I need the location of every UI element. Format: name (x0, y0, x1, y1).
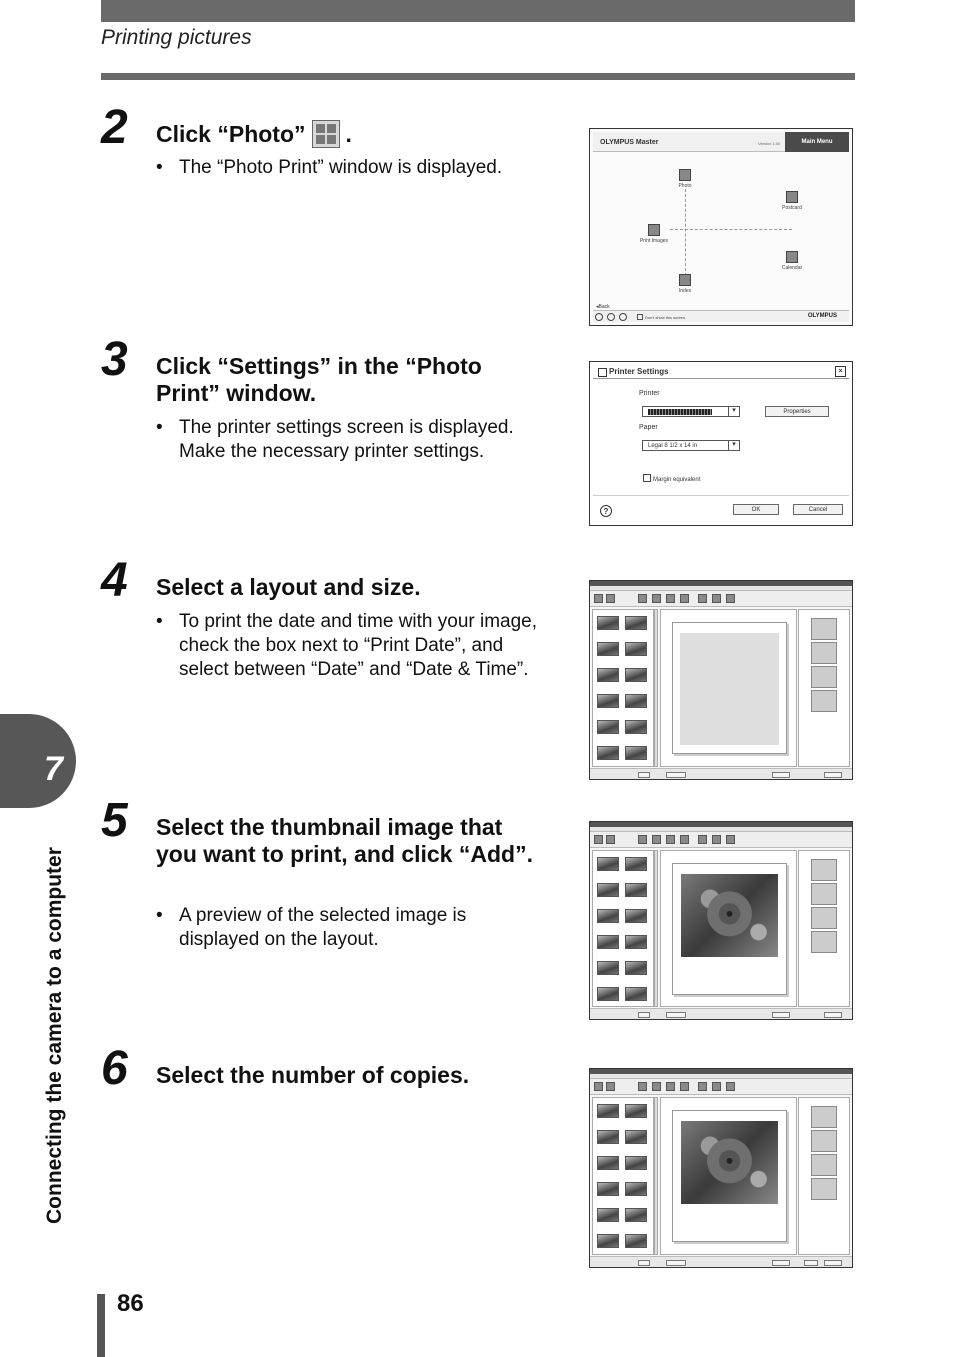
index-icon (679, 274, 691, 286)
menu-icon[interactable] (594, 594, 603, 603)
screenshot-printer-settings (589, 361, 853, 526)
step-5-bullet: • A preview of the selected image is displayed on the layout. (156, 904, 546, 952)
thumbnail[interactable] (597, 987, 619, 1001)
layout-option[interactable] (811, 642, 837, 664)
print-menu-icon[interactable] (712, 835, 721, 844)
thumbnail[interactable] (597, 642, 619, 656)
layout-option[interactable] (811, 931, 837, 953)
remove-button[interactable] (772, 1012, 790, 1018)
header-rule (101, 73, 855, 80)
thumbnail[interactable] (597, 1104, 619, 1118)
menu-icon[interactable] (594, 835, 603, 844)
zoom-control[interactable] (666, 1260, 686, 1266)
menu-item-postcard-label: Postcard (782, 205, 802, 211)
thumbnail[interactable] (625, 987, 647, 1001)
thumbnail[interactable] (625, 857, 647, 871)
thumbnail[interactable] (597, 1182, 619, 1196)
printer-name-redacted (648, 409, 712, 415)
chapter-tab (0, 714, 76, 808)
print-button[interactable] (824, 772, 842, 778)
layout-preview (660, 1097, 797, 1255)
calendar-icon (786, 251, 798, 263)
flower-photo-preview (681, 1121, 778, 1204)
layout-option[interactable] (811, 1154, 837, 1176)
step-title-2-text: Click “Photo” (156, 121, 306, 147)
step-3-bullet: • The printer settings screen is displayed. Make the necessary printer settings. (156, 416, 546, 464)
settings-icon[interactable] (698, 1082, 707, 1091)
thumbnail[interactable] (625, 720, 647, 734)
step-title-3: Click “Settings” in the “Photo Print” window. (156, 353, 482, 406)
help-icon[interactable] (726, 594, 735, 603)
remove-button[interactable] (772, 772, 790, 778)
thumbnail[interactable] (625, 668, 647, 682)
thumbnail-pane (592, 850, 654, 1007)
status-bar (590, 768, 852, 779)
thumbnail[interactable] (625, 1130, 647, 1144)
flower-photo-preview (681, 874, 778, 957)
layout-option[interactable] (811, 618, 837, 640)
thumbnail-pane (592, 609, 654, 767)
menu-item-postcard[interactable] (775, 191, 809, 211)
step-4-bullet: • To print the date and time with your image, check the box next to “Print Date”, and select between “Date” and “Date & Time”. (156, 610, 546, 682)
screenshot-main-menu (589, 128, 853, 326)
toolbar (590, 1079, 852, 1095)
step-2-bullet: • The “Photo Print” window is displayed. (156, 156, 546, 180)
thumbnail[interactable] (625, 1104, 647, 1118)
thumbnail-pane (592, 1097, 654, 1255)
menu-connector-vertical (685, 189, 686, 281)
menu-item-calendar[interactable] (775, 251, 809, 271)
layout-options-pane (798, 1097, 850, 1255)
thumbnail[interactable] (597, 668, 619, 682)
thumbnail-scrollbar[interactable] (654, 1097, 658, 1255)
paper-label: Paper (639, 424, 658, 431)
screenshot-photo-print-copies (589, 1068, 853, 1268)
print-sheet (672, 1110, 787, 1242)
cancel-button[interactable]: Cancel (793, 504, 843, 515)
layout-preview (660, 850, 797, 1007)
paper-select[interactable]: Legal 8 1/2 x 14 in ▾ (642, 440, 740, 451)
menu-item-print-images[interactable] (630, 224, 678, 244)
layout-option[interactable] (811, 1130, 837, 1152)
thumbnail[interactable] (625, 694, 647, 708)
thumbnail-scrollbar[interactable] (654, 850, 658, 1007)
toolbar (590, 832, 852, 848)
crop-icon[interactable] (666, 594, 675, 603)
thumbnail[interactable] (597, 1208, 619, 1222)
thumbnail[interactable] (597, 909, 619, 923)
back-link-label: Back (598, 304, 610, 310)
grid-icon[interactable] (606, 1082, 615, 1091)
settings-icon[interactable] (698, 835, 707, 844)
settings-icon[interactable] (607, 313, 615, 321)
step-number-3: 3 (101, 333, 128, 386)
thumbnail[interactable] (625, 935, 647, 949)
margin-checkbox[interactable]: Margin equivalent (643, 474, 700, 483)
edit-icon[interactable] (652, 594, 661, 603)
help-icon[interactable] (726, 835, 735, 844)
print-icon[interactable] (680, 1082, 689, 1091)
layout-option[interactable] (811, 690, 837, 712)
main-menu-tab[interactable]: Main Menu (785, 132, 849, 152)
thumbnail[interactable] (597, 883, 619, 897)
rotate-icon[interactable] (638, 594, 647, 603)
header-top-bar (101, 0, 855, 22)
print-sheet (672, 863, 787, 995)
print-icon[interactable] (680, 594, 689, 603)
step-title-2-period: . (345, 121, 352, 147)
chapter-title: Connecting the camera to a computer (43, 847, 66, 1224)
main-menu-bottom-bar (593, 310, 849, 322)
thumbnail[interactable] (597, 1130, 619, 1144)
page-number: 86 (117, 1290, 144, 1317)
thumbnail[interactable] (597, 616, 619, 630)
add-button[interactable] (638, 1260, 650, 1266)
screenshot-photo-print-layout (589, 580, 853, 780)
status-bar (590, 1008, 852, 1019)
postcard-icon (786, 191, 798, 203)
footer-bar (97, 1294, 105, 1357)
step-number-4: 4 (101, 554, 128, 607)
layout-option[interactable] (811, 907, 837, 929)
menu-item-index-label: Index (678, 288, 692, 294)
crop-icon[interactable] (666, 835, 675, 844)
thumbnail[interactable] (597, 694, 619, 708)
add-button[interactable] (638, 772, 650, 778)
layout-preview (660, 609, 797, 767)
thumbnail[interactable] (597, 720, 619, 734)
step-number-6: 6 (101, 1042, 128, 1095)
edit-icon[interactable] (652, 835, 661, 844)
thumbnail[interactable] (597, 746, 619, 760)
edit-icon[interactable] (652, 1082, 661, 1091)
thumbnail[interactable] (625, 642, 647, 656)
step-title-2 (156, 120, 546, 148)
menu-item-print-images-label: Print Images (639, 238, 669, 244)
printer-select[interactable] (642, 406, 740, 417)
help-icon[interactable] (726, 1082, 735, 1091)
thumbnail[interactable] (597, 857, 619, 871)
menu-item-photo[interactable] (668, 169, 702, 189)
printer-settings-title (593, 365, 849, 379)
layout-option[interactable] (811, 859, 837, 881)
layout-option[interactable] (811, 666, 837, 688)
thumbnail[interactable] (625, 1208, 647, 1222)
rotate-icon[interactable] (638, 1082, 647, 1091)
screenshot-photo-print-preview (589, 821, 853, 1020)
thumbnail[interactable] (597, 1234, 619, 1248)
thumbnail[interactable] (597, 1156, 619, 1170)
grid-icon[interactable] (606, 835, 615, 844)
ok-button[interactable]: OK (733, 504, 779, 515)
photo-grid-icon (312, 120, 340, 148)
step-number-5: 5 (101, 794, 128, 847)
thumbnail[interactable] (625, 1182, 647, 1196)
thumbnail[interactable] (597, 961, 619, 975)
main-menu-title-bar (593, 132, 849, 152)
dialog-separator (593, 495, 849, 496)
thumbnail[interactable] (597, 935, 619, 949)
settings-icon[interactable] (698, 594, 707, 603)
copies-stepper[interactable] (804, 1260, 818, 1266)
print-button[interactable] (824, 1012, 842, 1018)
print-icon[interactable] (680, 835, 689, 844)
thumbnail[interactable] (625, 616, 647, 630)
empty-layout-slot (680, 633, 779, 745)
print-button[interactable] (824, 1260, 842, 1266)
thumbnail[interactable] (625, 961, 647, 975)
add-button[interactable] (638, 1012, 650, 1018)
back-link[interactable]: ◂Back (596, 304, 610, 310)
step-title-5: Select the thumbnail image that you want to print, and click “Add”. (156, 814, 533, 867)
menu-item-calendar-label: Calendar (781, 265, 803, 271)
menu-item-photo-label: Photo (678, 183, 692, 189)
app-version: Version 1.00 (758, 141, 781, 146)
grid-icon[interactable] (606, 594, 615, 603)
zoom-control[interactable] (666, 1012, 686, 1018)
layout-option[interactable] (811, 1106, 837, 1128)
dont-show-checkbox[interactable]: Don't show this screen. (637, 314, 686, 320)
step-title-6: Select the number of copies. (156, 1062, 470, 1088)
thumbnail[interactable] (625, 1156, 647, 1170)
print-sheet (672, 622, 787, 754)
menu-item-index[interactable] (668, 274, 702, 294)
thumbnail[interactable] (625, 883, 647, 897)
header-title: Printing pictures (101, 26, 252, 49)
info-icon[interactable] (619, 313, 627, 321)
photo-icon (679, 169, 691, 181)
printer-label: Printer (639, 390, 660, 397)
status-bar (590, 1256, 852, 1267)
app-brand: OLYMPUS Master (600, 139, 659, 146)
layout-option[interactable] (811, 883, 837, 905)
crop-icon[interactable] (666, 1082, 675, 1091)
print-menu-icon[interactable] (712, 594, 721, 603)
help-icon[interactable] (595, 313, 603, 321)
step-title-4: Select a layout and size. (156, 574, 421, 600)
layout-option[interactable] (811, 1178, 837, 1200)
thumbnail-scrollbar[interactable] (654, 609, 658, 767)
printer-icon (648, 224, 660, 236)
remove-button[interactable] (772, 1260, 790, 1266)
toolbar (590, 591, 852, 607)
layout-options-pane (798, 609, 850, 767)
chapter-number: 7 (44, 750, 63, 788)
layout-options-pane (798, 850, 850, 1007)
step-number-2: 2 (101, 101, 128, 154)
thumbnail[interactable] (625, 1234, 647, 1248)
thumbnail[interactable] (625, 909, 647, 923)
menu-icon[interactable] (594, 1082, 603, 1091)
zoom-control[interactable] (666, 772, 686, 778)
olympus-logo: OLYMPUS (807, 313, 837, 319)
menu-connector-horizontal (670, 229, 792, 230)
thumbnail[interactable] (625, 746, 647, 760)
close-icon[interactable]: × (835, 366, 846, 377)
help-icon[interactable]: ? (600, 505, 612, 517)
printer-settings-title-text: Printer Settings (609, 367, 669, 376)
print-menu-icon[interactable] (712, 1082, 721, 1091)
rotate-icon[interactable] (638, 835, 647, 844)
properties-button[interactable]: Properties (765, 406, 829, 417)
